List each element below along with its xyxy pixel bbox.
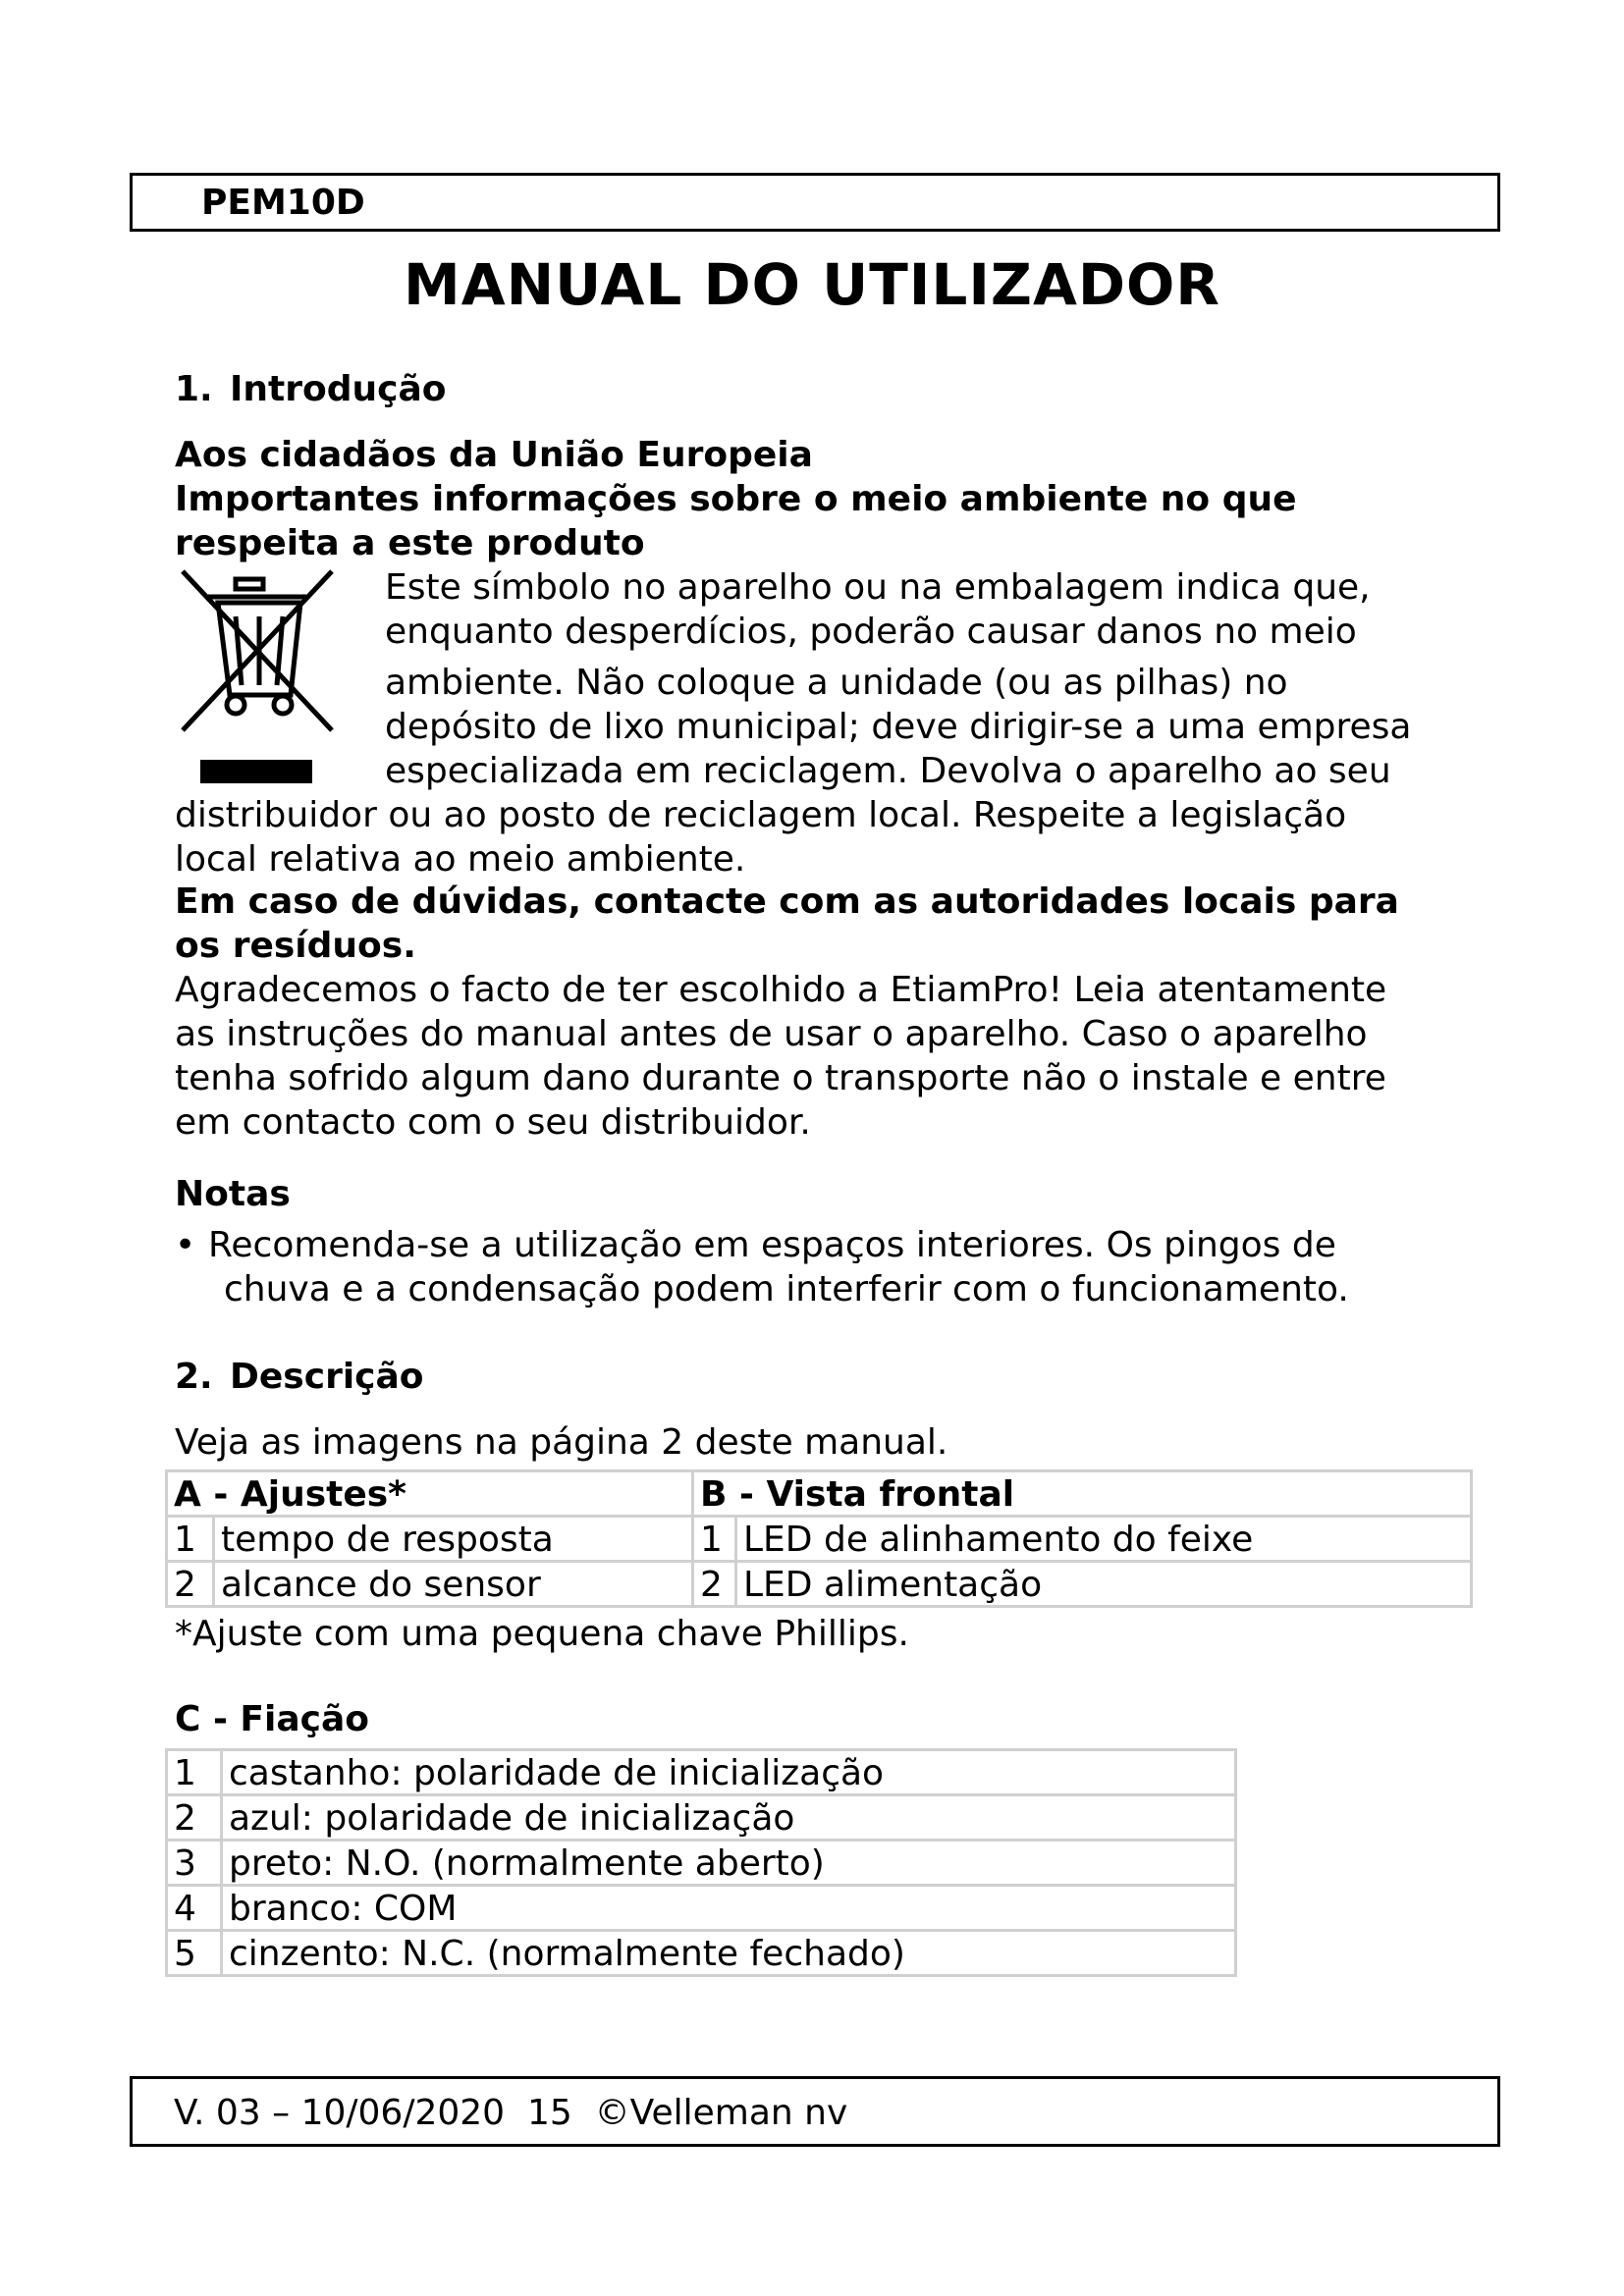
env-text-line: depósito de lixo municipal; deve dirigir-se a uma empresa: [385, 707, 1412, 747]
b-label: LED de alinhamento do feixe: [736, 1517, 1472, 1562]
section-1-title: Introdução: [230, 369, 447, 409]
section-2-number: 2.: [175, 1357, 213, 1397]
wire-label: branco: COM: [222, 1886, 1236, 1931]
model-code: PEM10D: [201, 183, 365, 223]
env-text-line: local relativa ao meio ambiente.: [175, 839, 746, 880]
b-num: 2: [693, 1562, 736, 1607]
table-row: [167, 1931, 1236, 1976]
wire-label: cinzento: N.C. (normalmente fechado): [222, 1931, 1236, 1976]
wire-label: preto: N.O. (normalmente aberto): [222, 1841, 1236, 1886]
doubts-line: Em caso de dúvidas, contacte com as autoridades locais para: [175, 881, 1399, 922]
section-2-intro: Veja as imagens na página 2 deste manual.: [175, 1422, 948, 1463]
table-row: [167, 1841, 1236, 1886]
env-text-line: enquanto desperdícios, poderão causar danos no meio: [385, 612, 1357, 652]
wiring-heading: C - Fiação: [175, 1699, 370, 1739]
section-2-heading: [175, 1355, 424, 1399]
table-header-row: [167, 1471, 1472, 1517]
thanks-line: as instruções do manual antes de usar o aparelho. Caso o aparelho: [175, 1014, 1368, 1054]
col-b-header: B - Vista frontal: [693, 1471, 1472, 1517]
col-a-header: A - Ajustes*: [167, 1471, 693, 1517]
notes-heading: Notas: [175, 1174, 291, 1214]
a-label: alcance do sensor: [214, 1562, 693, 1607]
wire-num: 5: [167, 1931, 222, 1976]
wire-label: azul: polaridade de inicialização: [222, 1795, 1236, 1841]
footer-text: V. 03 – 10/06/2020 15 ©Velleman nv: [174, 2093, 848, 2133]
section-1-heading: [175, 367, 446, 411]
thanks-line: tenha sofrido algum dano durante o transporte não o instale e entre: [175, 1058, 1386, 1098]
description-table: [165, 1469, 1473, 1608]
table-row: [167, 1750, 1236, 1795]
table-row: [167, 1795, 1236, 1841]
weee-bin-icon: [175, 569, 344, 793]
table-row: [167, 1517, 1472, 1562]
table-row: [167, 1886, 1236, 1931]
wire-num: 2: [167, 1795, 222, 1841]
wiring-table: [165, 1748, 1237, 1977]
env-text-line: distribuidor ou ao posto de reciclagem local. Respeite a legislação: [175, 795, 1347, 835]
note-line: chuva e a condensação podem interferir com o funcionamento.: [224, 1269, 1349, 1309]
thanks-line: Agradecemos o facto de ter escolhido a EtiamPro! Leia atentamente: [175, 970, 1387, 1010]
a-label: tempo de resposta: [214, 1517, 693, 1562]
table-row: [167, 1562, 1472, 1607]
env-text-line: especializada em reciclagem. Devolva o aparelho ao seu: [385, 751, 1391, 791]
wire-num: 4: [167, 1886, 222, 1931]
header-box: [130, 173, 1500, 232]
wire-num: 3: [167, 1841, 222, 1886]
section-2-title: Descrição: [230, 1357, 424, 1397]
wire-label: castanho: polaridade de inicialização: [222, 1750, 1236, 1795]
env-text-line: ambiente. Não coloque a unidade (ou as pilhas) no: [385, 663, 1288, 703]
doubts-line: os resíduos.: [175, 926, 416, 966]
footnote: *Ajuste com uma pequena chave Phillips.: [175, 1614, 909, 1654]
a-num: 2: [167, 1562, 214, 1607]
page-title: MANUAL DO UTILIZADOR: [404, 251, 1220, 318]
wire-num: 1: [167, 1750, 222, 1795]
a-num: 1: [167, 1517, 214, 1562]
b-label: LED alimentação: [736, 1562, 1472, 1607]
b-num: 1: [693, 1517, 736, 1562]
note-bullet: •: [175, 1225, 196, 1265]
note-line: Recomenda-se a utilização em espaços interiores. Os pingos de: [208, 1225, 1336, 1265]
eu-heading: Aos cidadãos da União Europeia: [175, 435, 813, 475]
thanks-line: em contacto com o seu distribuidor.: [175, 1102, 811, 1143]
section-1-number: 1.: [175, 369, 213, 409]
env-text-line: Este símbolo no aparelho ou na embalagem indica que,: [385, 567, 1371, 608]
env-heading-line: respeita a este produto: [175, 523, 645, 563]
env-heading-line: Importantes informações sobre o meio ambiente no que: [175, 479, 1297, 519]
footer-box: [130, 2076, 1500, 2147]
